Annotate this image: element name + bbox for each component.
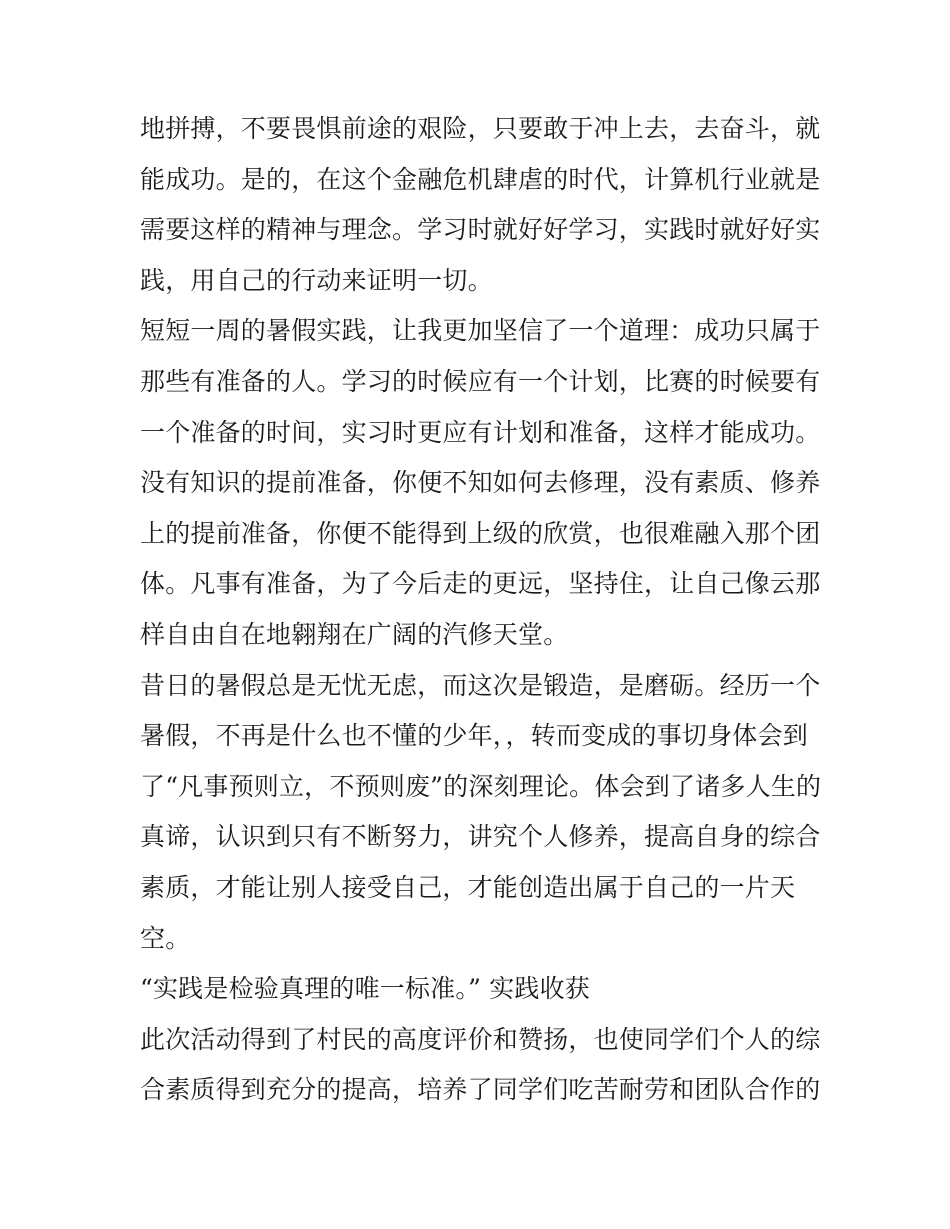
text-line: 合素质得到充分的提高，培养了同学们吃苦耐劳和团队合作的 [140,1075,821,1105]
text-line: 样自由自在地翱翔在广阔的汽修天堂。 [140,619,569,649]
text-line: 空。 [140,923,191,953]
text-line: 了“凡事预则立，不预则废”的深刻理论。体会到了诸多人生的 [140,771,822,801]
text-line: 此次活动得到了村民的高度评价和赞扬，也使同学们个人的综 [140,1024,821,1054]
text-line: 能成功。是的，在这个金融危机肆虐的时代，计算机行业就是 [140,164,821,194]
text-line: 上的提前准备，你便不能得到上级的欣赏，也很难融入那个团 [140,518,821,548]
text-line: 暑假，不再是什么也不懂的少年，，转而变成的事切身体会到 [140,721,808,751]
text-line: 体。凡事有准备，为了今后走的更远，坚持住，让自己像云那 [140,569,821,599]
text-line: “实践是检验真理的唯一标准。” 实践收获 [140,974,591,1004]
text-line: 素质，才能让别人接受自己，才能创造出属于自己的一片天 [140,872,796,902]
text-line: 昔日的暑假总是无忧无虑，而这次是锻造，是磨砺。经历一个 [140,670,821,700]
text-line: 需要这样的精神与理念。学习时就好好学习，实践时就好好实 [140,215,821,245]
text-line: 那些有准备的人。学习的时候应有一个计划，比赛的时候要有 [140,366,821,396]
text-line: 没有知识的提前准备，你便不知如何去修理，没有素质、修养 [140,468,821,498]
text-line: 真谛，认识到只有不断努力，讲究个人修养，提高自身的综合 [140,822,821,852]
text-line: 一个准备的时间，实习时更应有计划和准备，这样才能成功。 [140,417,821,447]
body-text [140,104,820,1116]
text-line: 短短一周的暑假实践，让我更加坚信了一个道理：成功只属于 [140,316,821,346]
text-line: 地拼搏，不要畏惧前途的艰险，只要敢于冲上去，去奋斗，就 [140,114,821,143]
text-line: 践，用自己的行动来证明一切。 [140,265,493,295]
